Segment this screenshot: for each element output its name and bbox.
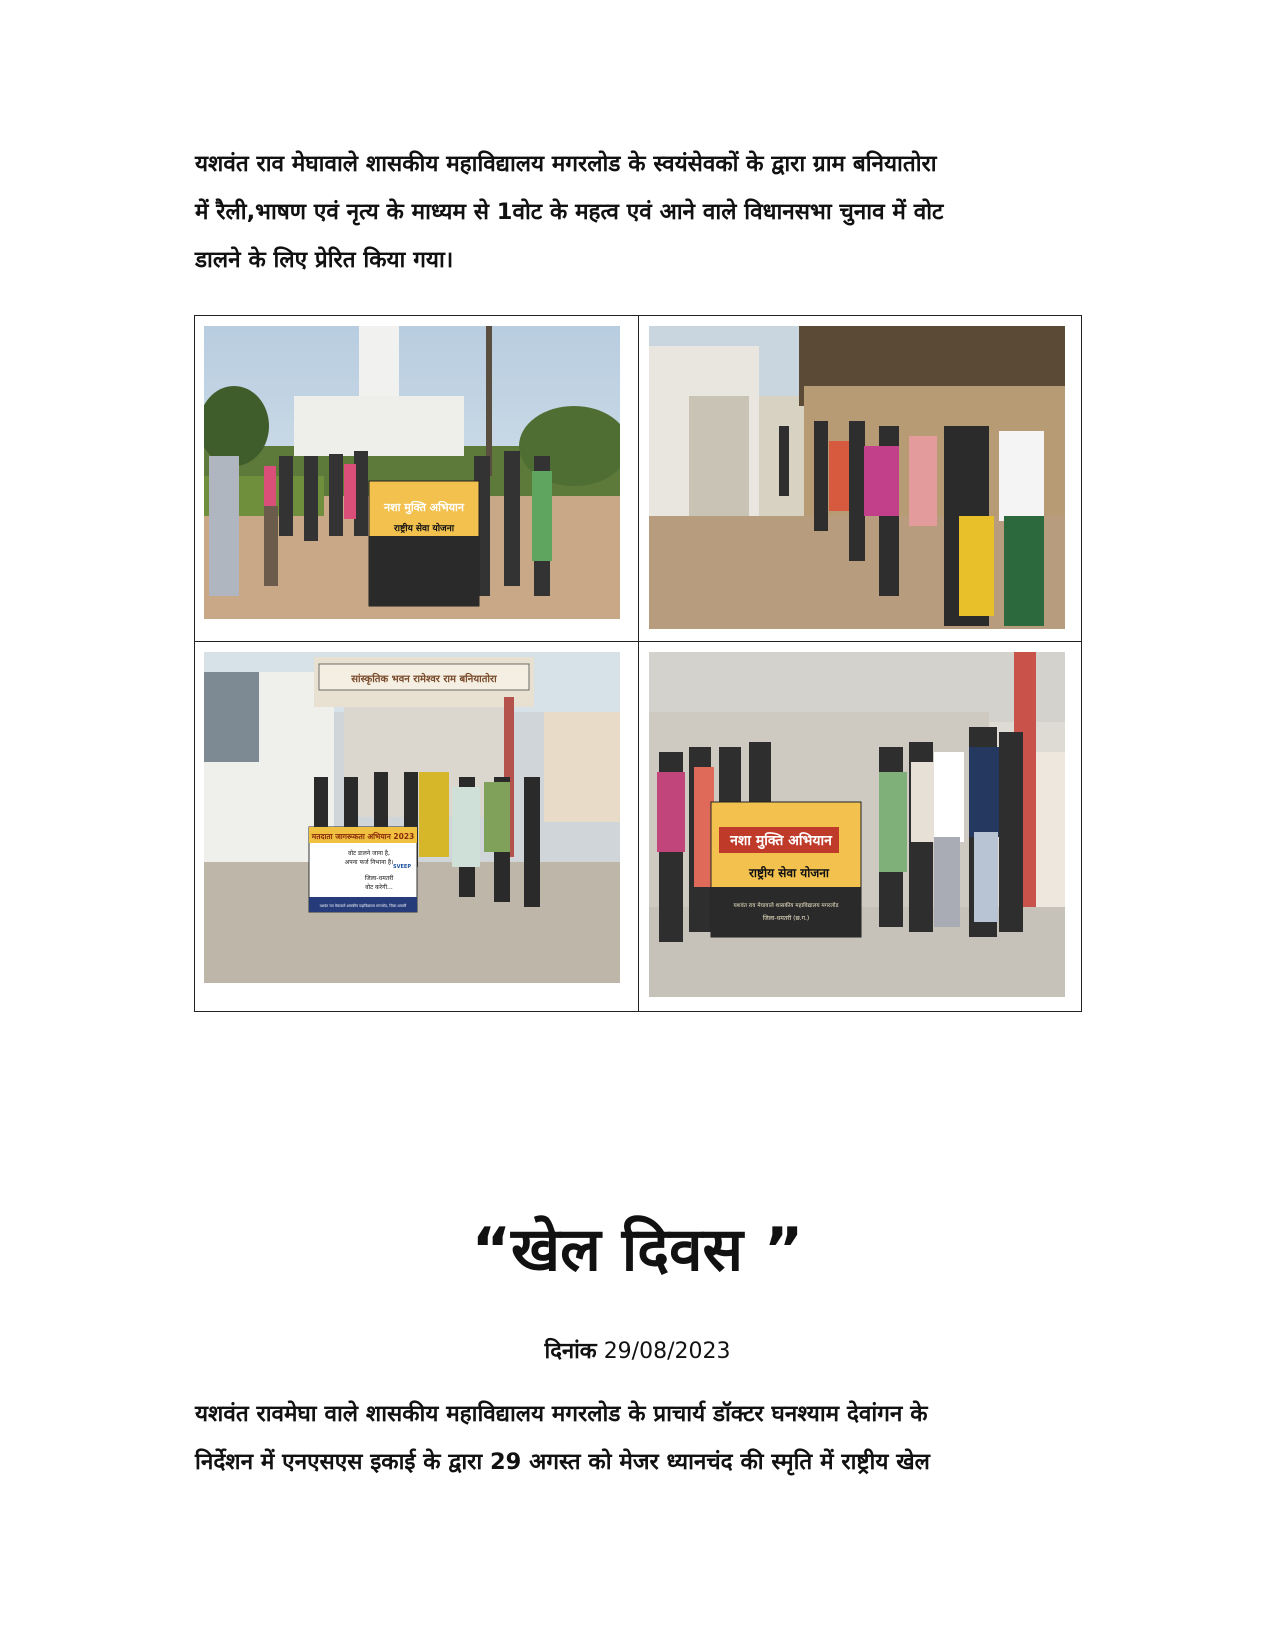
voter-banner-title: मतदाता जागरूकता अभियान 2023 bbox=[311, 832, 415, 841]
voter-banner-line: जिला-धमतरी bbox=[364, 875, 394, 882]
paragraph-line: में रैली,भाषण एवं नृत्य के माध्यम से 1वोट के महत्व एवं आने वाले विधानसभा चुनाव में वोट bbox=[195, 199, 944, 225]
photo-cell bbox=[195, 642, 639, 1012]
voter-banner-line: वोट डालने जाना है, bbox=[348, 850, 390, 857]
paragraph-line: यशवंत राव मेघावाले शासकीय महाविद्यालय मगरलोड के स्वयंसेवकों के द्वारा ग्राम बनियातोरा bbox=[195, 151, 937, 177]
date-value: 29/08/2023 bbox=[603, 1339, 731, 1364]
rally-description-paragraph bbox=[195, 140, 1083, 284]
banner-title: नशा मुक्ति अभियान bbox=[383, 501, 465, 514]
voter-banner-footer: यशवंत राव मेघावाले शासकीय महाविद्यालय मगरलोड, जिला-धमतरी bbox=[319, 904, 407, 908]
banner-title: नशा मुक्ति अभियान bbox=[729, 833, 832, 849]
nasha-mukti-banner bbox=[369, 481, 479, 606]
paragraph-line: यशवंत रावमेघा वाले शासकीय महाविद्यालय मगरलोड के प्राचार्य डॉक्टर घनश्याम देवांगन के bbox=[195, 1401, 928, 1427]
rally-village-lane-photo bbox=[649, 326, 1065, 629]
photo-grid bbox=[194, 315, 1082, 1012]
paragraph-line: निर्देशन में एनएसएस इकाई के द्वारा 29 अगस्त को मेजर ध्यानचंद की स्मृति में राष्ट्रीय खेल bbox=[195, 1449, 930, 1475]
paragraph-line: डालने के लिए प्रेरित किया गया। bbox=[195, 247, 454, 273]
section-title: “खेल दिवस ” bbox=[471, 1215, 804, 1285]
sports-day-paragraph bbox=[195, 1390, 1083, 1486]
date-label: दिनांक bbox=[544, 1339, 597, 1364]
voter-banner-line: वोट करेगी... bbox=[365, 884, 393, 891]
banner-subtitle: राष्ट्रीय सेवा योजना bbox=[748, 866, 829, 880]
nasha-mukti-banner bbox=[711, 802, 861, 937]
voter-banner-line: अपना फर्ज निभाना है। bbox=[344, 859, 394, 866]
voter-awareness-banner bbox=[309, 827, 417, 912]
rally-community-hall-photo bbox=[204, 652, 620, 983]
photo-cell bbox=[638, 642, 1082, 1012]
event-date bbox=[0, 1335, 1275, 1365]
rally-temple-photo bbox=[204, 326, 620, 619]
photo-cell bbox=[638, 316, 1082, 642]
banner-subtitle: राष्ट्रीय सेवा योजना bbox=[393, 524, 455, 534]
group-banner-photo bbox=[649, 652, 1065, 997]
sveep-logo-text: SVEEP bbox=[393, 864, 411, 870]
photo-cell bbox=[195, 316, 639, 642]
banner-district: जिला-धमतरी (छ.ग.) bbox=[762, 915, 809, 922]
banner-college: यशवंत राव मेघावाले शासकीय महाविद्यालय मगरलोड bbox=[733, 903, 838, 909]
hall-sign: सांस्कृतिक भवन रामेश्वर राम बनियातोरा bbox=[351, 674, 497, 685]
